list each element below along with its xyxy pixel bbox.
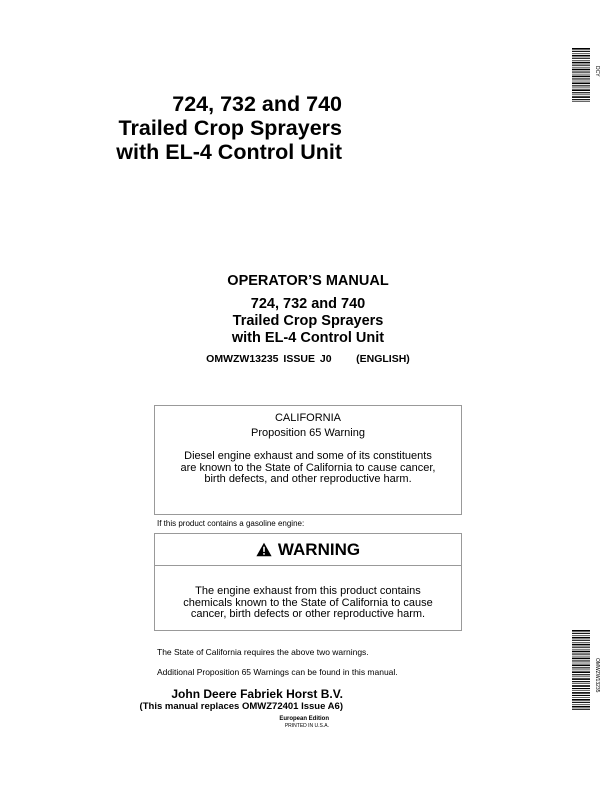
replaces-note: (This manual replaces OMWZ72401 Issue A6) <box>139 701 343 712</box>
manual-line-3: with EL-4 Control Unit <box>231 330 385 346</box>
warning-body-line-1: The engine exhaust from this product contains <box>195 585 421 597</box>
proposition-heading: Proposition 65 Warning <box>251 427 365 439</box>
title-line-3: with EL-4 Control Unit <box>116 140 342 164</box>
barcode-bottom <box>572 630 590 710</box>
publisher-name: John Deere Fabriek Horst B.V. <box>171 687 343 701</box>
california-body-line-2: are known to the State of California to cause cancer, <box>180 461 436 474</box>
california-warning-box <box>154 405 462 515</box>
manual-line-1: 724, 732 and 740 <box>250 296 366 312</box>
warning-body-line-2: chemicals known to the State of California to cause <box>183 596 433 609</box>
california-body-line-1: Diesel engine exhaust and some of its constituents <box>184 450 432 462</box>
gasoline-warning-box <box>154 533 462 631</box>
manual-line-2: Trailed Crop Sprayers <box>232 313 384 329</box>
title-line-1: 724, 732 and 740 <box>172 92 342 116</box>
manual-subtitle <box>180 296 436 347</box>
printed-label: PRINTED IN U.S.A. <box>284 723 329 729</box>
manual-language: (ENGLISH) <box>356 353 410 365</box>
title-line-2: Trailed Crop Sprayers <box>118 116 342 140</box>
manual-block <box>180 272 436 365</box>
requirement-note: The State of California requires the above two warnings. <box>157 647 369 657</box>
warning-header <box>155 534 461 566</box>
document-title <box>116 92 342 164</box>
manual-heading: OPERATOR’S MANUAL <box>227 273 389 289</box>
barcode-bottom-text: OMWZW13235 <box>594 658 600 693</box>
manual-code-line <box>180 353 436 365</box>
california-warning-text <box>163 451 453 486</box>
barcode-top-text: DCY <box>594 66 600 77</box>
edition-label: European Edition <box>279 716 329 722</box>
barcode-top <box>572 48 590 102</box>
manual-code: OMWZW13235 ISSUE J0 <box>206 353 332 365</box>
california-heading: CALIFORNIA <box>274 412 341 424</box>
california-body-line-3: birth defects, and other reproductive harm. <box>204 473 412 485</box>
warning-body-line-3: cancer, birth defects or other reproductive harm. <box>190 608 426 620</box>
warning-triangle-icon <box>256 542 272 557</box>
gasoline-note: If this product contains a gasoline engine: <box>157 519 305 528</box>
additional-warnings-note: Additional Proposition 65 Warnings can be found in this manual. <box>157 667 398 677</box>
warning-text <box>163 586 453 621</box>
warning-heading: WARNING <box>277 539 361 559</box>
